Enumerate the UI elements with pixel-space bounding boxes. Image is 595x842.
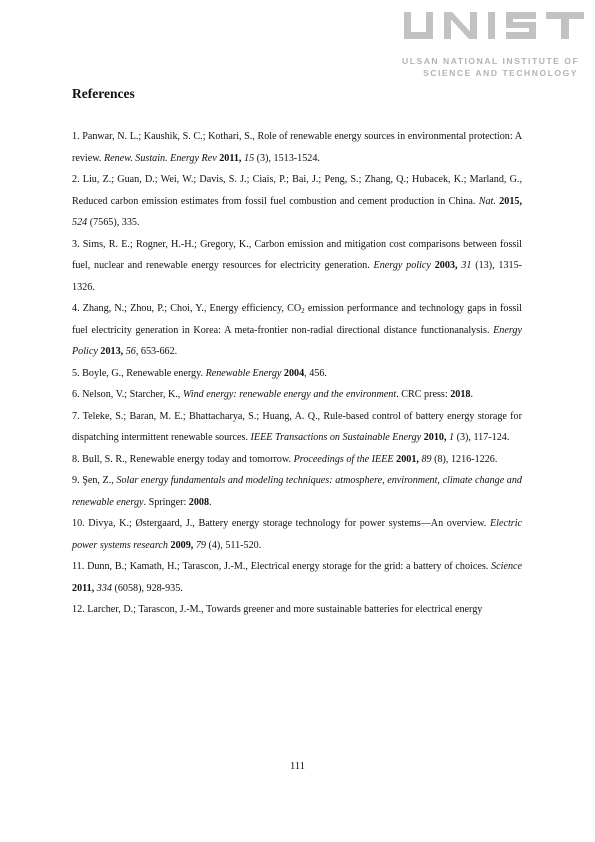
unist-wordmark [402, 10, 588, 46]
logo-subtitle-line1: ULSAN NATIONAL INSTITUTE OF [402, 56, 580, 66]
references-list [72, 126, 522, 621]
unist-logo [402, 10, 588, 86]
reference-item: 9. Şen, Z., Solar energy fundamentals and modeling techniques: atmosphere, environment, climate change and renewable energy. Springer: 2008. [72, 475, 522, 508]
reference-item: 1. Panwar, N. L.; Kaushik, S. C.; Kothari, S., Role of renewable energy sources in environmental protection: A review. Renew. Sustain. Energy Rev 2011, 15 (3), 1513-1524. [72, 131, 523, 164]
page-number: 111 [290, 761, 305, 772]
reference-item: 10. Divya, K.; Østergaard, J., Battery energy storage technology for power systems—An overview. Electric power systems research 2009, 79 (4), 511-520. [72, 518, 522, 551]
logo-subtitle-line2: SCIENCE AND TECHNOLOGY [423, 68, 578, 78]
reference-item: 7. Teleke, S.; Baran, M. E.; Bhattacharya, S.; Huang, A. Q., Rule-based control of battery energy storage for dispatching intermittent renewable sources. IEEE Transactions on Sustainable Energy 2010, 1 (3), 117-124. [72, 410, 522, 443]
reference-item: 2. Liu, Z.; Guan, D.; Wei, W.; Davis, S. J.; Ciais, P.; Bai, J.; Peng, S.; Zhang, Q.; Hubacek, K.; Marland, G., Reduced carbon emission estimates from fossil fuel combustion and cement production in China. Nat. 2015, 524 (7565), 335. [72, 174, 523, 228]
reference-item: 3. Sims, R. E.; Rogner, H.-H.; Gregory, K., Carbon emission and mitigation cost comparisons between fossil fuel, nuclear and renewable energy resources for electricity generation. Energy policy 2003, 31 (13), 1315-1326. [72, 238, 523, 293]
reference-item: 11. Dunn, B.; Kamath, H.; Tarascon, J.-M., Electrical energy storage for the grid: a battery of choices. Science 2011, 334 (6058), 928-935. [72, 561, 523, 594]
references-heading: References [72, 86, 135, 101]
reference-item: 4. Zhang, N.; Zhou, P.; Choi, Y., Energy efficiency, $CO_2$ emission performance and technology gaps in fossil fuel electricity generation in Korea: A meta-frontier non-radial directional distance functionanalysis. Energy Policy 2013, 56, 653-662. [72, 303, 522, 357]
reference-item: 5. Boyle, G., Renewable energy. Renewable Energy 2004, 456. [72, 367, 327, 379]
reference-item: 12. Larcher, D.; Tarascon, J.-M., Towards greener and more sustainable batteries for electrical energy [72, 604, 483, 615]
reference-item: 6. Nelson, V.; Starcher, K., Wind energy: renewable energy and the environment. CRC press: 2018. [72, 389, 473, 400]
reference-item: 8. Bull, S. R., Renewable energy today and tomorrow. Proceedings of the IEEE 2001, 89 (8), 1216-1226. [72, 453, 498, 465]
